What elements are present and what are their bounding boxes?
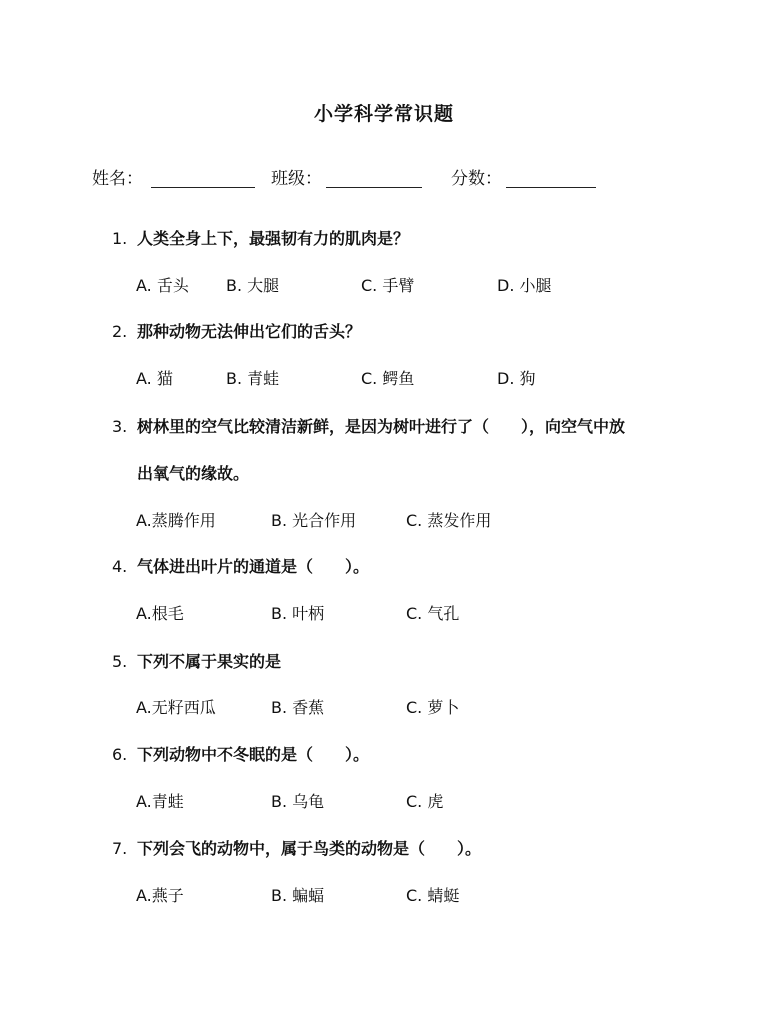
question-7 (112, 836, 481, 859)
question-number: 6. (112, 745, 128, 764)
question-1 (112, 226, 409, 249)
question-6 (112, 742, 369, 765)
q6-option-b: B. 乌龟 (271, 792, 325, 811)
question-text: 人类全身上下，最强韧有力的肌肉是？ (137, 229, 410, 248)
q3-option-b: B. 光合作用 (271, 511, 357, 530)
score-label: 分数： (451, 169, 502, 189)
q3-option-a: A.蒸腾作用 (136, 511, 216, 530)
question-4 (112, 554, 369, 577)
q4-option-b: B. 叶柄 (271, 604, 325, 623)
q1-option-a: A. 舌头 (136, 276, 189, 295)
question-text: 树林里的空气比较清洁新鲜，是因为树叶进行了（ ），向空气中放 (137, 417, 626, 436)
name-label: 姓名： (92, 169, 143, 189)
question-number: 7. (112, 839, 128, 858)
q7-option-b: B. 蝙蝠 (271, 886, 325, 905)
question-text: 下列动物中不冬眠的是（ ）。 (137, 745, 370, 764)
question-number: 1. (112, 229, 128, 248)
name-field (92, 164, 255, 189)
class-blank[interactable] (326, 169, 422, 188)
q5-option-a: A.无籽西瓜 (136, 698, 216, 717)
score-field (451, 164, 596, 189)
question-text: 下列会飞的动物中，属于鸟类的动物是（ ）。 (137, 839, 482, 858)
q4-option-a: A.根毛 (136, 604, 184, 623)
question-text: 气体进出叶片的通道是（ ）。 (137, 557, 370, 576)
q3-option-c: C. 蒸发作用 (406, 511, 492, 530)
question-number: 5. (112, 652, 128, 671)
q5-option-c: C. 萝卜 (406, 698, 460, 717)
question-number: 4. (112, 557, 128, 576)
q5-option-b: B. 香蕉 (271, 698, 325, 717)
q2-option-c: C. 鳄鱼 (361, 369, 415, 388)
q4-option-c: C. 气孔 (406, 604, 460, 623)
name-blank[interactable] (151, 169, 255, 188)
question-number: 2. (112, 322, 128, 341)
question-3-continuation: 出氧气的缘故。 (137, 464, 250, 483)
question-text: 那种动物无法伸出它们的舌头？ (137, 322, 362, 341)
class-field (271, 164, 422, 189)
page-title: 小学科学常识题 (313, 103, 454, 125)
question-2 (112, 319, 361, 342)
q2-option-d: D. 狗 (497, 369, 536, 388)
class-label: 班级： (271, 169, 322, 189)
q6-option-c: C. 虎 (406, 792, 444, 811)
q2-option-b: B. 青蛙 (226, 369, 280, 388)
question-5 (112, 649, 281, 672)
question-3 (112, 414, 625, 437)
q7-option-a: A.燕子 (136, 886, 184, 905)
q1-option-c: C. 手臂 (361, 276, 415, 295)
student-info-row (92, 164, 692, 188)
q1-option-b: B. 大腿 (226, 276, 280, 295)
q6-option-a: A.青蛙 (136, 792, 184, 811)
q2-option-a: A. 猫 (136, 369, 173, 388)
question-text: 下列不属于果实的是 (137, 652, 282, 671)
q1-option-d: D. 小腿 (497, 276, 552, 295)
question-number: 3. (112, 417, 128, 436)
score-blank[interactable] (506, 169, 596, 188)
q7-option-c: C. 蜻蜓 (406, 886, 460, 905)
